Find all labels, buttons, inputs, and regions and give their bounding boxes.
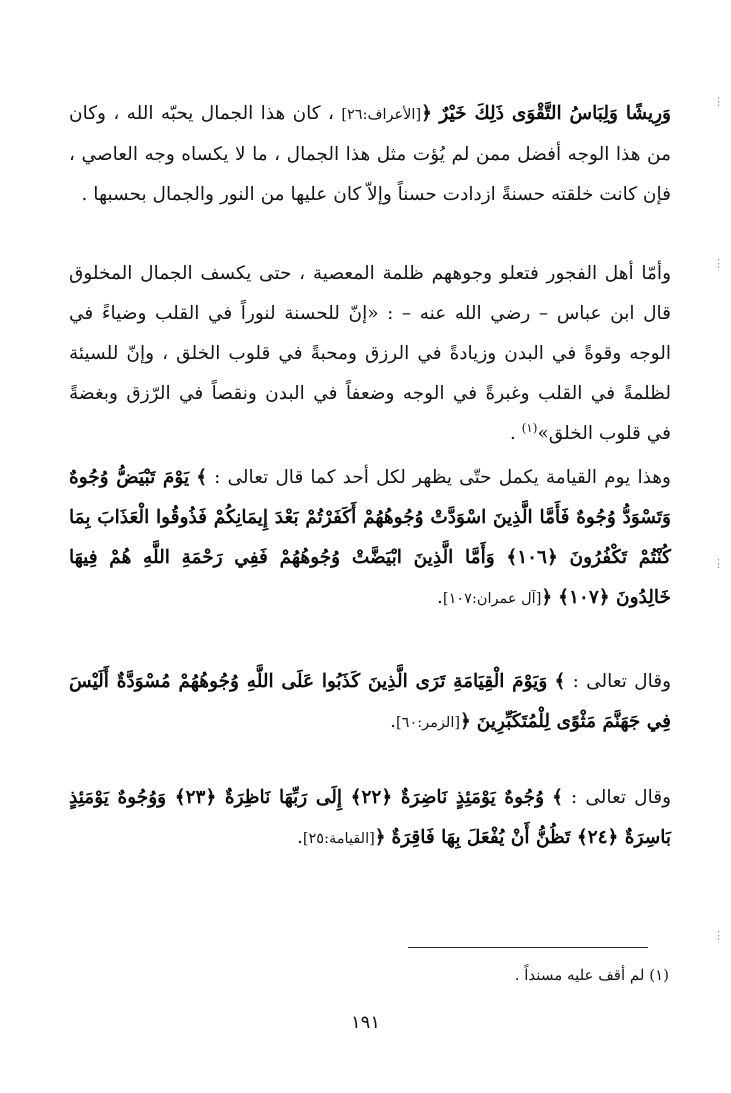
paragraph-end: .	[296, 827, 303, 848]
paragraph-text: وقال تعالى :	[571, 787, 672, 808]
paragraph-2	[69, 254, 671, 454]
scan-edge-mark: ⋮	[713, 257, 724, 270]
paragraph-text: ، كان هذا الجمال يحبّه الله ، وكان من هذا الوجه أفضل ممن لم يُؤت مثل هذا الجمال ، ما لا يكساه وجه العاصي ، فإن كانت خلقته حسنةً ازدادت حسناً وإلاّ كان عليها من النور والجمال بحسبها .	[69, 103, 671, 205]
footnote: (١) لم أقف عليه مسنداً .	[514, 966, 669, 984]
paragraph-1	[69, 94, 671, 215]
quran-bracket-close: ﴿	[421, 103, 432, 124]
verse-citation: [آل عمران:١٠٧]	[442, 591, 542, 607]
paragraph-5	[69, 778, 671, 859]
paragraph-text: وأمّا أهل الفجور فتعلو وجوههم ظلمة المعصية ، حتى يكسف الجمال المخلوق قال ابن عباس – رضي الله عنه – : «إنّ للحسنة لنوراً في القلب وضياءً في الوجه وقوةً في البدن وزيادةً في الرزق ومحبةً في قلوب الخلق ، وإنّ للسيئة لظلمةً في القلب وغبرةً في الوجه وضعفاً في البدن ونقصاً في الرّزق وبغضةً في قلوب الخلق»	[69, 263, 671, 444]
paragraph-text: وهذا يوم القيامة يكمل حتّى يظهر لكل أحد كما قال تعالى :	[214, 467, 671, 488]
quran-verse-zumar-60: وَيَوْمَ الْقِيَامَةِ تَرَى الَّذِينَ كَذَبُوا عَلَى اللَّهِ وُجُوهُهُمْ مُسْوَدَّةٌ أَلَيْسَ فِي جَهَنَّمَ مَثْوًى لِلْمُتَكَبِّرِينَ	[69, 671, 671, 732]
verse-citation: [القيامة:٢٥]	[302, 831, 375, 847]
footnote-reference: (١)	[521, 420, 538, 435]
verse-citation: [الزمر:٦٠]	[396, 715, 461, 731]
paragraph-end: .	[437, 587, 443, 608]
quran-bracket-close: ﴿	[374, 827, 386, 848]
quran-bracket-open: ﴾	[196, 467, 208, 488]
quran-bracket-close: ﴿	[460, 711, 471, 732]
paragraph-3	[69, 458, 671, 619]
scan-edge-mark: ⋮	[713, 95, 724, 108]
paragraph-end: .	[390, 711, 396, 732]
paragraph-end: .	[509, 423, 516, 444]
scan-edge-mark: ⋮	[713, 557, 724, 570]
quran-bracket-close: ﴿	[541, 587, 553, 608]
footnote-divider	[408, 947, 648, 948]
scan-edge-mark: ⋮	[713, 929, 724, 942]
quran-bracket-open: ﴾	[554, 671, 566, 692]
paragraph-text: وقال تعالى :	[572, 671, 671, 692]
quran-verse-al-imran-106-107: يَوْمَ تَبْيَضُّ وُجُوهٌ وَتَسْوَدُّ وُجُوهٌ فَأَمَّا الَّذِينَ اسْوَدَّتْ وُجُوهُهُمْ أَكَفَرْتُمْ بَعْدَ إِيمَانِكُمْ فَذُوقُوا الْعَذَابَ بِمَا كُنْتُمْ تَكْفُرُونَ ﴿١٠٦﴾ وَأَمَّا الَّذِينَ ابْيَضَّتْ وُجُوهُهُمْ فَفِي رَحْمَةِ اللَّهِ هُمْ فِيهَا خَالِدُونَ ﴿١٠٧﴾	[69, 467, 671, 608]
quran-bracket-open: ﴾	[552, 787, 563, 808]
page-number: ١٩١	[350, 1012, 380, 1033]
verse-citation: [الأعراف:٢٦]	[341, 107, 422, 123]
quran-verse-araf-26: وَرِيشًا وَلِبَاسُ التَّقْوَى ذَلِكَ خَيْرٌ	[439, 103, 671, 124]
paragraph-4	[69, 662, 671, 743]
quran-verse-qiyamah-22-25: وُجُوهٌ يَوْمَئِذٍ نَاضِرَةٌ ﴿٢٢﴾ إِلَى رَبِّهَا نَاظِرَةٌ ﴿٢٣﴾ وَوُجُوهٌ يَوْمَئِذٍ بَاسِرَةٌ ﴿٢٤﴾ تَظُنُّ أَنْ يُفْعَلَ بِهَا فَاقِرَةٌ	[69, 787, 671, 848]
